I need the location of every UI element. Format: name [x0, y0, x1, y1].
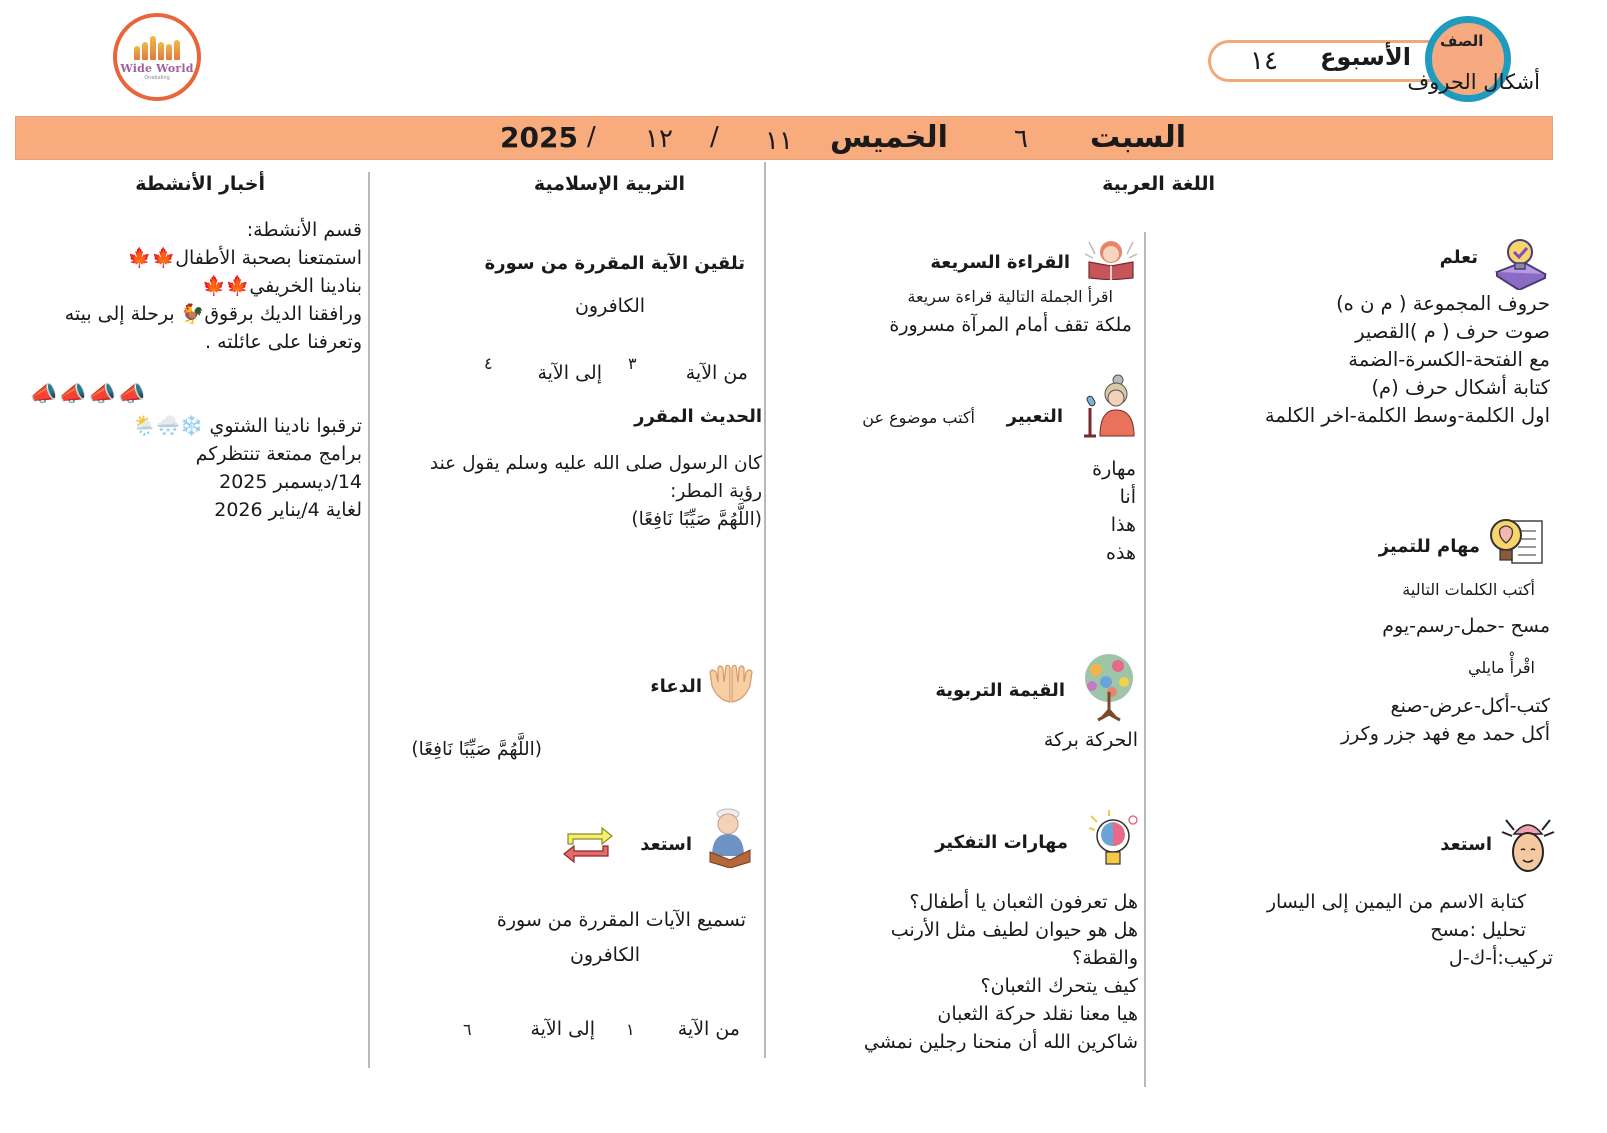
- thinking-line: هيا معنا نقلد حركة الثعبان: [937, 1003, 1138, 1025]
- expression-word: مهارة: [1092, 458, 1136, 480]
- thinking-bulb-icon: [1085, 810, 1141, 872]
- end-day-number: ١١: [765, 126, 793, 156]
- news-line: بنادينا الخريفي🍁🍁: [202, 275, 362, 297]
- news-content: [22, 216, 362, 356]
- year: 2025: [500, 121, 578, 154]
- expression-prompt: أكتب موضوع عن: [862, 408, 975, 427]
- islamic-prepare-from-number: ١: [626, 1020, 635, 1039]
- recite-title: تلقين الآية المقررة من سورة: [484, 253, 745, 274]
- arabic-section-title: اللغة العربية: [1102, 173, 1215, 195]
- arabic-prepare-title: استعد: [1440, 834, 1492, 855]
- speed-reading-instruction: اقرأ الجملة التالية قراءة سريعة: [907, 287, 1113, 306]
- reading-girl-icon: [1083, 236, 1139, 280]
- learn-title: تعلم: [1439, 247, 1478, 268]
- end-day: الخميس: [830, 120, 948, 155]
- learn-book-icon: [1493, 236, 1549, 290]
- excellence-write-words: مسح -حمل-رسم-يوم: [1382, 615, 1550, 637]
- expression-word: هذا: [1110, 514, 1136, 536]
- news-line: ورافقنا الديك برقوق🐓 برحلة إلى بيته: [64, 303, 362, 325]
- thinking-head-icon: [1500, 810, 1556, 874]
- logo-brand: Wide World: [120, 61, 194, 75]
- thinking-line: شاكرين الله أن منحنا رجلين نمشي: [863, 1031, 1138, 1053]
- islamic-section-title: التربية الإسلامية: [533, 173, 685, 195]
- islamic-prepare-to-number: ٦: [463, 1020, 472, 1039]
- news-line: وتعرفنا على عائلته .: [205, 331, 362, 353]
- thinking-line: هل هو حيوان لطيف مثل الأرنب: [890, 919, 1138, 941]
- column-divider: [368, 172, 370, 1068]
- arabic-prepare-line: كتابة الاسم من اليمين إلى اليسار: [1266, 891, 1526, 913]
- unit-topic: أشكال الحروف: [1407, 70, 1540, 94]
- excellence-write-label: أكتب الكلمات التالية: [1402, 580, 1535, 599]
- recite-surah: الكافرون: [574, 295, 646, 317]
- recite-from-number: ٣: [628, 354, 637, 373]
- expression-title: التعبير: [1006, 406, 1063, 427]
- excellence-title: مهام للتميز: [1378, 536, 1480, 557]
- column-divider: [764, 162, 766, 1058]
- value-text: الحركة بركة: [1043, 729, 1138, 751]
- learn-content: [1160, 290, 1550, 430]
- wheat-icon: [134, 34, 180, 60]
- islamic-prepare-text: تسميع الآيات المقررة من سورة: [496, 909, 746, 931]
- repeat-arrows-icon: [562, 826, 614, 864]
- arabic-prepare-line: تركيب:أ-ك-ل: [1448, 947, 1553, 969]
- islamic-prepare-title: استعد: [640, 834, 692, 855]
- excellence-read-label: اقْرأْ مايلي: [1468, 658, 1535, 677]
- speed-reading-sentence: ملكة تقف أمام المرآة مسرورة: [889, 314, 1132, 336]
- hadith-line: كان الرسول صلى الله عليه وسلم يقول عند: [429, 453, 762, 474]
- thinking-title: مهارات التفكير: [935, 832, 1068, 853]
- week-number: ١٤: [1250, 46, 1278, 76]
- learn-line: اول الكلمة-وسط الكلمة-اخر الكلمة: [1264, 404, 1550, 427]
- expression-word: أنا: [1119, 486, 1136, 508]
- winter-line: 14/ديسمبر 2025: [219, 471, 362, 493]
- speaker-woman-icon: [1080, 374, 1138, 438]
- hadith-title: الحديث المقرر: [634, 406, 762, 427]
- column-divider: [1144, 232, 1146, 1087]
- recite-to-label: إلى الآية: [537, 362, 602, 384]
- week-label: الأسبوع: [1320, 43, 1411, 71]
- date-separator: /: [710, 122, 719, 152]
- winter-line: لغاية 4/يناير 2026: [214, 499, 362, 521]
- thinking-line: كيف يتحرك الثعبان؟: [980, 975, 1138, 997]
- hadith-line: رؤية المطر:: [670, 481, 762, 502]
- thinking-content: [820, 888, 1138, 1056]
- news-winter: [22, 412, 362, 524]
- date-separator: /: [587, 122, 596, 152]
- learn-line: مع الفتحة-الكسرة-الضمة: [1348, 348, 1550, 371]
- expression-word: هذه: [1106, 542, 1136, 564]
- start-day-number: ٦: [1014, 124, 1028, 154]
- logo-subtitle: Onebaling: [144, 74, 170, 81]
- excellence-read-sentence: أكل حمد مع فهد جزر وكرز: [1341, 723, 1550, 745]
- winter-line: ترقبوا نادينا الشتوي ❄️🌨️🌦️: [132, 415, 362, 437]
- learn-line: كتابة أشكال حرف (م): [1371, 376, 1550, 399]
- school-logo: [113, 13, 201, 101]
- grade-label: الصف: [1440, 32, 1484, 50]
- boy-reading-icon: [706, 806, 754, 868]
- news-section-title: أخبار الأنشطة: [135, 173, 265, 195]
- islamic-prepare-surah: الكافرون: [569, 944, 641, 966]
- dua-title: الدعاء: [650, 676, 702, 697]
- hadith-content: [380, 450, 762, 534]
- brain-bulb-icon: [1486, 515, 1546, 571]
- news-line: استمتعنا بصحبة الأطفال🍁🍁: [127, 247, 362, 269]
- excellence-read-words: كتب-أكل-عرض-صنع: [1390, 695, 1550, 717]
- thinking-line: هل تعرفون الثعبان يا أطفال؟: [909, 891, 1138, 913]
- recite-to-number: ٤: [484, 354, 493, 373]
- value-title: القيمة التربوية: [935, 680, 1065, 701]
- start-day: السبت: [1090, 120, 1187, 155]
- value-tree-icon: [1078, 652, 1140, 722]
- hadith-line: (اللَّهُمَّ صَيِّبًا نَافِعًا): [631, 509, 762, 530]
- expression-words: [1060, 455, 1136, 567]
- month-number: ١٢: [645, 124, 673, 154]
- learn-line: حروف المجموعة ( م ن ه): [1336, 292, 1550, 315]
- dua-text: (اللَّهُمَّ صَيِّبًا نَافِعًا): [411, 739, 542, 760]
- islamic-prepare-from-label: من الآية: [677, 1018, 740, 1040]
- praying-hands-icon: [708, 662, 754, 706]
- arabic-prepare-line: تحليل :مسح: [1430, 919, 1526, 941]
- learn-line: صوت حرف ( م )القصير: [1355, 320, 1550, 343]
- speed-reading-title: القراءة السريعة: [930, 252, 1070, 273]
- thinking-line: والقطة؟: [1072, 947, 1138, 969]
- recite-from-label: من الآية: [685, 362, 748, 384]
- news-line: قسم الأنشطة:: [246, 219, 362, 241]
- winter-line: برامج ممتعة تنتظركم: [195, 443, 362, 465]
- megaphone-icons: 📣📣📣📣: [30, 382, 148, 407]
- islamic-prepare-to-label: إلى الآية: [530, 1018, 595, 1040]
